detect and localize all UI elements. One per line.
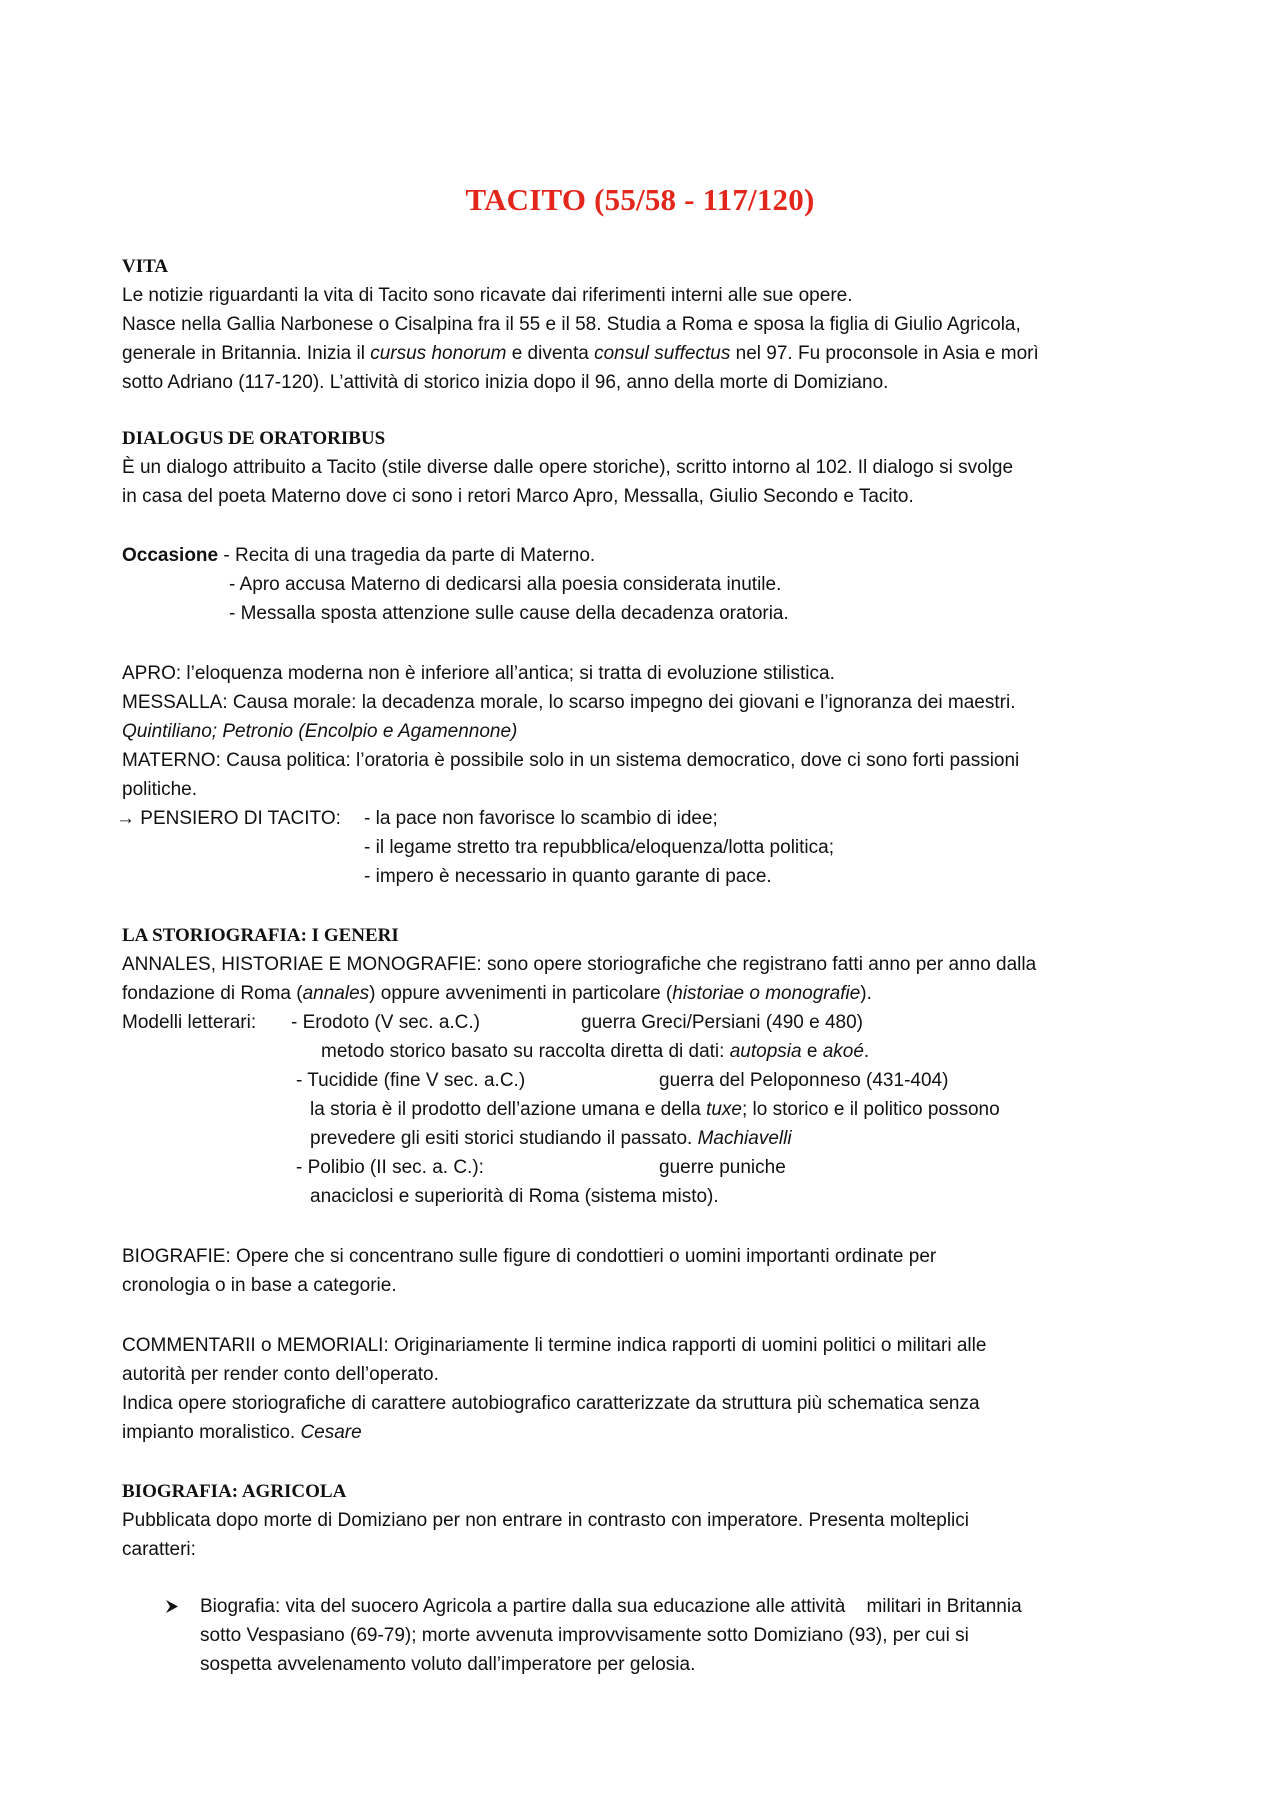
page-title: TACITO (55/58 - 117/120) bbox=[465, 182, 815, 217]
speakers-block bbox=[116, 659, 1182, 891]
list-item bbox=[122, 1592, 1182, 1679]
list-item: - Apro accusa Materno di dedicarsi alla poesia considerata inutile. bbox=[229, 574, 782, 595]
text-line: COMMENTARII o MEMORIALI: Originariamente li termine indica rapporti di uomini politici o militari alle bbox=[122, 1335, 987, 1356]
biografie-block bbox=[122, 1242, 1182, 1300]
text-line: Biografia: vita del suocero Agricola a partire dalla sua educazione alle attività militari in Britannia bbox=[200, 1596, 1022, 1617]
text-line: MESSALLA: Causa morale: la decadenza morale, lo scarso impegno dei giovani e l’ignoranza dei maestri. bbox=[122, 692, 1016, 713]
text-line: autorità per render conto dell’operato. bbox=[122, 1364, 439, 1385]
text-line: sotto Vespasiano (69-79); morte avvenuta improvvisamente sotto Domiziano (93), per cui si bbox=[200, 1625, 969, 1646]
section-heading: DIALOGUS DE ORATORIBUS bbox=[122, 428, 386, 449]
text-line: APRO: l’eloquenza moderna non è inferiore all’antica; si tratta di evoluzione stilistica. bbox=[122, 663, 835, 684]
model-desc: metodo storico basato su raccolta diretta di dati: autopsia e akoé. bbox=[321, 1041, 870, 1062]
text-line: È un dialogo attribuito a Tacito (stile diverse dalle opere storiche), scritto intorno al 102. Il dialogo si svolge bbox=[122, 457, 1014, 478]
bullet-text bbox=[200, 1592, 1182, 1679]
model-desc: la storia è il prodotto dell’azione umana e della tuxe; lo storico e il politico possono bbox=[310, 1099, 1000, 1120]
section-heading: VITA bbox=[122, 256, 169, 277]
text-line: impianto moralistico. Cesare bbox=[122, 1422, 362, 1443]
modelli-label: Modelli letterari: bbox=[122, 1012, 257, 1033]
arrowhead-bullet-icon bbox=[164, 1592, 180, 1621]
model-name: - Polibio (II sec. a. C.): bbox=[296, 1157, 484, 1178]
text-line: caratteri: bbox=[122, 1539, 196, 1560]
pensiero-label: → PENSIERO DI TACITO: bbox=[116, 808, 341, 829]
text-line: cronologia o in base a categorie. bbox=[122, 1275, 397, 1296]
model-desc: anaciclosi e superiorità di Roma (sistema misto). bbox=[310, 1186, 719, 1207]
bullet-list bbox=[122, 1592, 1182, 1679]
section-agricola bbox=[122, 1477, 1182, 1564]
text-line: Occasione - Recita di una tragedia da parte di Materno. bbox=[122, 545, 596, 566]
section-storiografia bbox=[122, 921, 1182, 1211]
pensiero-row bbox=[122, 862, 1182, 891]
text-line: Nasce nella Gallia Narbonese o Cisalpina fra il 55 e il 58. Studia a Roma e sposa la figlia di Giulio Agricola, bbox=[122, 314, 1021, 335]
text-line: fondazione di Roma (annales) oppure avvenimenti in particolare (historiae o monografie). bbox=[122, 983, 872, 1004]
occasione-label: Occasione bbox=[122, 545, 219, 566]
pensiero-row bbox=[116, 804, 1182, 833]
modelli-row bbox=[122, 1153, 1182, 1182]
text-line: BIOGRAFIE: Opere che si concentrano sulle figure di condottieri o uomini importanti ordinate per bbox=[122, 1246, 937, 1267]
model-name: - Erodoto (V sec. a.C.) bbox=[291, 1012, 481, 1033]
text-line: Le notizie riguardanti la vita di Tacito sono ricavate dai riferimenti interni alle sue opere. bbox=[122, 285, 853, 306]
pensiero-row bbox=[122, 833, 1182, 862]
model-name: - Tucidide (fine V sec. a.C.) bbox=[296, 1070, 526, 1091]
model-topic: guerra Greci/Persiani (490 e 480) bbox=[581, 1012, 863, 1033]
section-vita bbox=[122, 252, 1182, 397]
modelli-row bbox=[122, 1066, 1182, 1095]
list-item: - Messalla sposta attenzione sulle cause della decadenza oratoria. bbox=[229, 603, 789, 624]
text-line: Indica opere storiografiche di carattere autobiografico caratterizzate da struttura più schematica senza bbox=[122, 1393, 980, 1414]
text-line: sospetta avvelenamento voluto dall’imperatore per gelosia. bbox=[200, 1654, 696, 1675]
model-desc: prevedere gli esiti storici studiando il passato. Machiavelli bbox=[310, 1128, 792, 1149]
list-item: - la pace non favorisce lo scambio di idee; bbox=[364, 808, 718, 829]
text-line: MATERNO: Causa politica: l’oratoria è possibile solo in un sistema democratico, dove ci sono forti passioni bbox=[122, 750, 1020, 771]
text-line: in casa del poeta Materno dove ci sono i retori Marco Apro, Messalla, Giulio Secondo e Tacito. bbox=[122, 486, 914, 507]
section-heading: BIOGRAFIA: AGRICOLA bbox=[122, 1481, 347, 1502]
model-desc-row bbox=[122, 1182, 1182, 1211]
modelli-row bbox=[122, 1008, 1182, 1037]
list-item: - impero è necessario in quanto garante di pace. bbox=[364, 866, 772, 887]
text-line: Quintiliano; Petronio (Encolpio e Agamennone) bbox=[122, 721, 518, 742]
commentarii-block bbox=[122, 1331, 1182, 1447]
model-desc-row bbox=[122, 1037, 1182, 1066]
section-dialogus bbox=[122, 424, 1182, 511]
section-heading: LA STORIOGRAFIA: I GENERI bbox=[122, 925, 399, 946]
model-topic: guerra del Peloponneso (431-404) bbox=[659, 1070, 949, 1091]
model-topic: guerre puniche bbox=[659, 1157, 786, 1178]
model-desc-row bbox=[122, 1124, 1182, 1153]
text-line: sotto Adriano (117-120). L’attività di storico inizia dopo il 96, anno della morte di Domiziano. bbox=[122, 372, 889, 393]
text-line: ANNALES, HISTORIAE E MONOGRAFIE: sono opere storiografiche che registrano fatti anno per anno dalla bbox=[122, 954, 1037, 975]
text-line: Pubblicata dopo morte di Domiziano per non entrare in contrasto con imperatore. Presenta molteplici bbox=[122, 1510, 970, 1531]
text-line: politiche. bbox=[122, 779, 197, 800]
model-desc-row bbox=[122, 1095, 1182, 1124]
list-item: - il legame stretto tra repubblica/eloquenza/lotta politica; bbox=[364, 837, 834, 858]
occasione-list bbox=[122, 541, 1182, 628]
text-line: generale in Britannia. Inizia il cursus honorum e diventa consul suffectus nel 97. Fu proconsole in Asia e morì bbox=[122, 343, 1039, 364]
